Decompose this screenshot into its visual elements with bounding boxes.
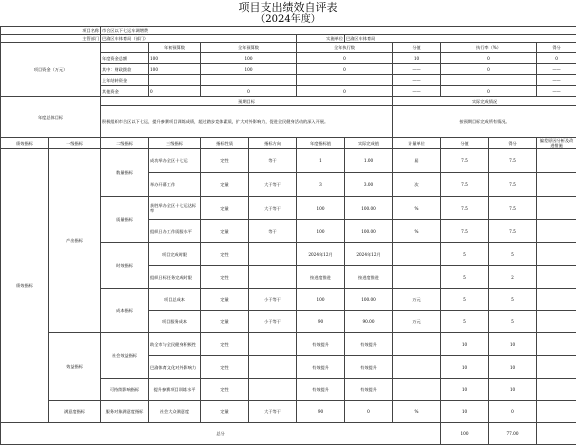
project-name-label: 项目名称 [1,27,101,35]
report-title: 项目支出绩效自评表 [238,1,338,14]
ind-header-level1: 一级指标 [49,138,101,149]
level2-time: 时效指标 [101,243,149,289]
perf-label: 绩效指标 [1,149,49,423]
indicator-nature: 定量 [201,401,249,423]
indicator-note [537,356,576,379]
funds-cell: 0 [201,86,297,97]
indicator-got: 0 [489,401,537,423]
funds-cell: 0 [441,64,537,75]
indicator-note [537,266,576,289]
total-note [537,423,576,445]
indicator-unit: % [393,220,441,243]
indicator-note [537,149,576,173]
funds-header-exec: 全年执行数 [297,43,393,53]
funds-cell: —— [537,75,576,86]
indicator-unit: 万元 [393,289,441,311]
level1-effect: 效益指标 [49,333,101,401]
level2-social: 社会效益指标 [101,333,149,379]
indicator-note [537,401,576,423]
funds-row-label: 其中：财政拨款 [101,64,149,75]
indicator-nature: 定性 [201,149,249,173]
ind-header-target: 年度指标值 [297,138,345,149]
indicator-score: 5 [441,289,489,311]
indicator-target: 1 [297,149,345,173]
indicator-unit: 次 [393,173,441,197]
indicator-nature: 定量 [201,289,249,311]
indicator-note [537,333,576,356]
indicator-actual: 3.00 [345,173,393,197]
indicator-direction: 等于 [249,149,297,173]
indicator-direction: 大于等于 [249,197,297,220]
indicator-target: 有效提升 [297,333,345,356]
indicator-note [537,289,576,311]
indicator-name: 项目总成本 [149,289,201,311]
funds-cell: 0 [297,53,393,64]
goal-actual: 按预期目标完成所有情况。 [393,106,576,138]
funds-row-label: 其他资金 [101,86,149,97]
funds-cell: —— [537,64,576,75]
indicator-name: 提升参赛项目训练水平 [149,379,201,401]
indicator-got: 5 [489,311,537,333]
indicator-target: 3 [297,173,345,197]
indicator-direction: 大于等于 [249,401,297,423]
indicator-actual: 按进度推进 [345,266,393,289]
funds-cell [297,75,393,86]
indicator-direction [249,333,297,356]
goal-actual-header: 实际完成情况 [393,97,576,106]
evaluation-table [0,26,576,445]
indicator-unit [393,266,441,289]
ind-header-score: 分值 [441,138,489,149]
indicator-direction [249,243,297,266]
indicator-direction [249,379,297,401]
funds-cell: 0 [441,53,537,64]
indicator-nature: 定性 [201,266,249,289]
indicator-target: 100 [297,289,345,311]
funds-header-score: 分值 [393,43,441,53]
indicator-actual: 0 [345,401,393,423]
indicator-target: 90 [297,311,345,333]
indicator-got: 7.5 [489,197,537,220]
funds-cell [149,75,201,86]
indicator-nature: 定量 [201,173,249,197]
indicator-got: 5 [489,243,537,266]
ind-header-unit: 计量单位 [393,138,441,149]
indicator-direction: 小于等于 [249,289,297,311]
indicator-unit [393,243,441,266]
indicator-got: 5 [489,289,537,311]
indicator-nature: 定性 [201,379,249,401]
indicator-note [537,243,576,266]
indicator-target: 有效提升 [297,356,345,379]
indicator-nature: 定量 [201,197,249,220]
ind-header-nature: 指标性质 [201,138,249,149]
goal-label: 年度总体目标 [1,97,101,138]
indicator-target: 100 [297,220,345,243]
indicator-note [537,220,576,243]
ind-header-perf: 绩效指标 [1,138,49,149]
indicator-direction [249,266,297,289]
goal-expected: 积极组织市合区以下七运，提升参赛项目训练成绩，超过踏步竞体素质，扩大对外影响力，促进全民健身活动的深入开展。 [101,106,393,138]
indicator-score: 10 [441,401,489,423]
funds-cell: 0 [537,53,576,64]
indicator-actual: 有效提升 [345,379,393,401]
funds-blank [101,43,149,53]
funds-row-label: 年度资金总额 [101,53,149,64]
funds-cell: —— [393,64,441,75]
indicator-name: 项目服务成本 [149,311,201,333]
indicator-name: 举办开幕工作 [149,173,201,197]
indicator-note [537,197,576,220]
indicator-unit: 万元 [393,311,441,333]
level2-cost: 成本指标 [101,289,149,333]
dept-label: 主管部门 [1,35,101,43]
indicator-name: 项目完成时限 [149,243,201,266]
indicator-note [537,173,576,197]
indicator-name: 成功举办全区十七运 [149,149,201,173]
indicator-target: 有效提升 [297,379,345,401]
indicator-got: 10 [489,356,537,379]
indicator-actual: 100.00 [345,220,393,243]
dept-value: 巴渝区车体育局（部门） [101,35,297,43]
funds-header-rate: 执行率（%） [441,43,537,53]
indicator-note [537,311,576,333]
indicator-name: 社会大众满意度 [149,401,201,423]
indicator-actual: 90.00 [345,311,393,333]
indicator-direction: 小于等于 [249,311,297,333]
total-score: 100 [441,423,489,445]
funds-header-budget: 年初预算数 [149,43,201,53]
funds-cell: 10 [393,53,441,64]
funds-header-annual: 全年预算数 [201,43,297,53]
indicator-got: 7.5 [489,149,537,173]
level1-satisfaction: 满意度指标 [49,401,101,423]
indicator-target: 2024年12月 [297,243,345,266]
indicator-nature: 定量 [201,220,249,243]
indicator-unit [393,333,441,356]
indicator-got: 7.5 [489,173,537,197]
total-got: 77.00 [489,423,537,445]
indicator-score: 7.5 [441,220,489,243]
indicator-actual: 有效提升 [345,356,393,379]
funds-cell: 0 [441,86,537,97]
level2-quality: 质量指标 [101,197,149,243]
funds-cell: 100 [149,64,201,75]
funds-cell: 100 [201,64,297,75]
indicator-score: 7.5 [441,197,489,220]
funds-cell: —— [393,86,441,97]
indicator-got: 10 [489,333,537,356]
funds-label: 项目资金（万元） [1,43,101,97]
indicator-got: 10 [489,379,537,401]
level2-service: 服务对象满意度指标 [101,401,149,423]
funds-cell [441,75,537,86]
ind-header-actual: 实际完成值 [345,138,393,149]
funds-cell: —— [537,86,576,97]
indicator-score: 5 [441,266,489,289]
funds-cell: 0 [297,86,393,97]
impl-value: 巴渝区车体育局 [345,35,576,43]
indicator-name: 组织日办工作质服水平 [149,220,201,243]
funds-header-got: 得分 [537,43,576,53]
indicator-unit [393,379,441,401]
funds-cell: —— [393,75,441,86]
indicator-actual: 100.00 [345,197,393,220]
ind-header-got: 得分 [489,138,537,149]
funds-cell: 0 [149,86,201,97]
indicator-name: 巴渝体育文化对外影响力 [149,356,201,379]
indicator-score: 5 [441,311,489,333]
level2-quantity: 数量指标 [101,149,149,197]
total-label: 总分 [1,423,441,445]
indicator-score: 10 [441,379,489,401]
indicator-name: 组织日标任务完成时限 [149,266,201,289]
indicator-score: 10 [441,356,489,379]
indicator-score: 7.5 [441,149,489,173]
indicator-name: 获胜举办全区十七运达标率 [149,197,201,220]
indicator-unit: % [393,401,441,423]
indicator-note [537,379,576,401]
funds-row-label: 上年结转资金 [101,75,149,86]
level1-output: 产出指标 [49,149,101,333]
indicator-direction [249,356,297,379]
indicator-unit: % [393,197,441,220]
ind-header-level2: 二级指标 [101,138,149,149]
indicator-target: 100 [297,197,345,220]
funds-cell: 100 [149,53,201,64]
ind-header-direction: 指标方向 [249,138,297,149]
ind-header-level3: 三级指标 [149,138,201,149]
indicator-got: 2 [489,266,537,289]
report-year: （2024年度） [255,14,321,25]
indicator-actual: 100.00 [345,289,393,311]
indicator-nature: 定性 [201,333,249,356]
indicator-actual: 2024年12月 [345,243,393,266]
indicator-score: 10 [441,333,489,356]
indicator-name: 助全市与全民健身积极性 [149,333,201,356]
indicator-got: 7.5 [489,220,537,243]
indicator-target: 按进度推进 [297,266,345,289]
impl-label: 实施单位 [297,35,345,43]
funds-cell: 100 [201,53,297,64]
indicator-direction: 等于 [249,220,297,243]
indicator-nature: 定性 [201,356,249,379]
indicator-unit [393,356,441,379]
indicator-direction: 大于等于 [249,173,297,197]
goal-expected-header: 预期目标 [101,97,393,106]
indicator-nature: 定性 [201,243,249,266]
indicator-actual: 有效提升 [345,333,393,356]
indicator-target: 90 [297,401,345,423]
funds-cell: 0 [297,64,393,75]
funds-cell [201,75,297,86]
ind-header-note: 偏差原因分析及改进措施 [537,138,576,149]
indicator-score: 7.5 [441,173,489,197]
indicator-score: 5 [441,243,489,266]
indicator-nature: 定量 [201,311,249,333]
level2-sustain: 可持续影响指标 [101,379,149,401]
indicator-actual: 1.00 [345,149,393,173]
indicator-unit: 届 [393,149,441,173]
project-name: 市合区以下七运车调增费 [101,27,576,35]
